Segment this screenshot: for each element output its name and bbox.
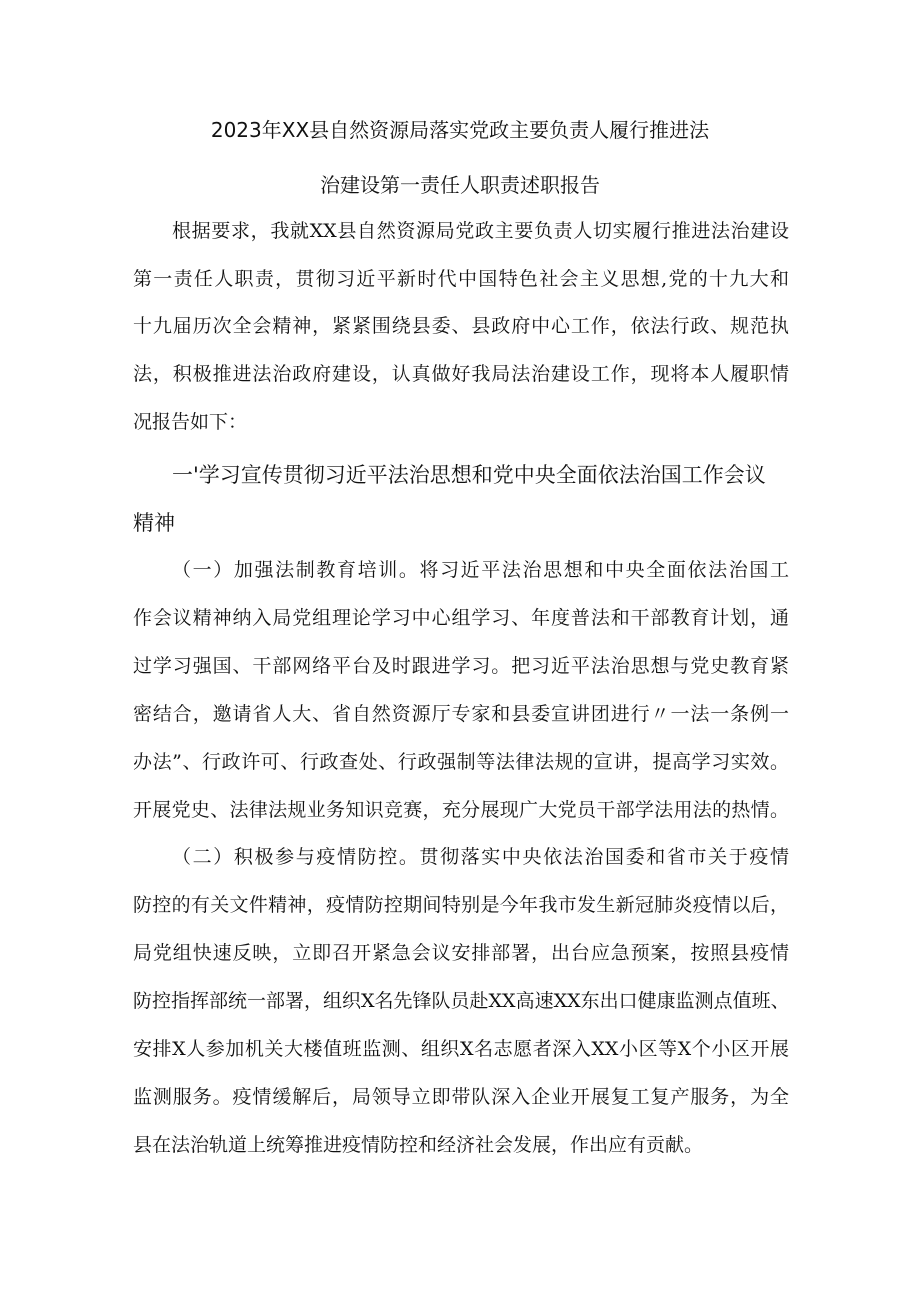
intro-line: 第一责任人职责，贯彻习近平新时代中国特色社会主义思想,党的十九大和: [133, 268, 789, 290]
intro-line: 十九届历次全会精神，紧紧围绕县委、县政府中心工作，依法行政、规范执: [133, 315, 789, 337]
intro-line: 根据要求，我就XX县自然资源局党政主要负责人切实履行推进法治建设: [172, 220, 789, 242]
section-1-heading-line-2: 精神: [133, 511, 175, 535]
intro-line: 况报告如下：: [133, 411, 248, 433]
document-title-line-1: 2023年XX县自然资源局落实党政主要负责人履行推进法: [210, 118, 710, 142]
paragraph-2-line: 安排X人参加机关大楼值班监测、组织X名志愿者深入XX小区等X个小区开展: [133, 1038, 789, 1060]
document-title-line-2: 治建设第一责任人职责述职报告: [320, 173, 600, 197]
paragraph-1-line: （一）加强法制教育培训。将习近平法治思想和中央全面依法治国工: [172, 559, 789, 581]
section-1-heading-line-1: 一'学习宣传贯彻习近平法治思想和党中央全面依法治国工作会议: [172, 463, 766, 487]
paragraph-1-line: 过学习强国、干部网络平台及时跟进学习。把习近平法治思想与党史教育紧: [133, 655, 789, 677]
paragraph-1-line: 作会议精神纳入局党组理论学习中心组学习、年度普法和干部教育计划，通: [133, 607, 789, 629]
paragraph-1-line: 密结合，邀请省人大、省自然资源厅专家和县委宣讲团进行〃一法一条例一: [133, 703, 789, 725]
intro-line: 法，积极推进法治政府建设，认真做好我局法治建设工作，现将本人履职情: [133, 363, 789, 385]
paragraph-2-line: 县在法治轨道上统筹推进疫情防控和经济社会发展，作出应有贡献。: [133, 1134, 704, 1156]
paragraph-2-line: 局党组快速反映，立即召开紧急会议安排部署，出台应急预案，按照县疫情: [133, 942, 789, 964]
paragraph-2-line: 防控指挥部统一部署，组织X名先锋队员赴XX高速XX东出口健康监测点值班、: [133, 990, 790, 1012]
paragraph-2-line: 监测服务。疫情缓解后，局领导立即带队深入企业开展复工复产服务，为全: [133, 1086, 789, 1108]
paragraph-2-line: （二）积极参与疫情防控。贯彻落实中央依法治国委和省市关于疫情: [172, 846, 789, 868]
paragraph-1-line: 开展党史、法律法规业务知识竞赛，充分展现广大党员干部学法用法的热情。: [133, 799, 789, 821]
paragraph-1-line: 办法”、行政许可、行政查处、行政强制等法律法规的宣讲，提高学习实效。: [133, 751, 789, 773]
paragraph-2-line: 防控的有关文件精神，疫情防控期间特别是今年我市发生新冠肺炎疫情以后，: [133, 894, 789, 916]
